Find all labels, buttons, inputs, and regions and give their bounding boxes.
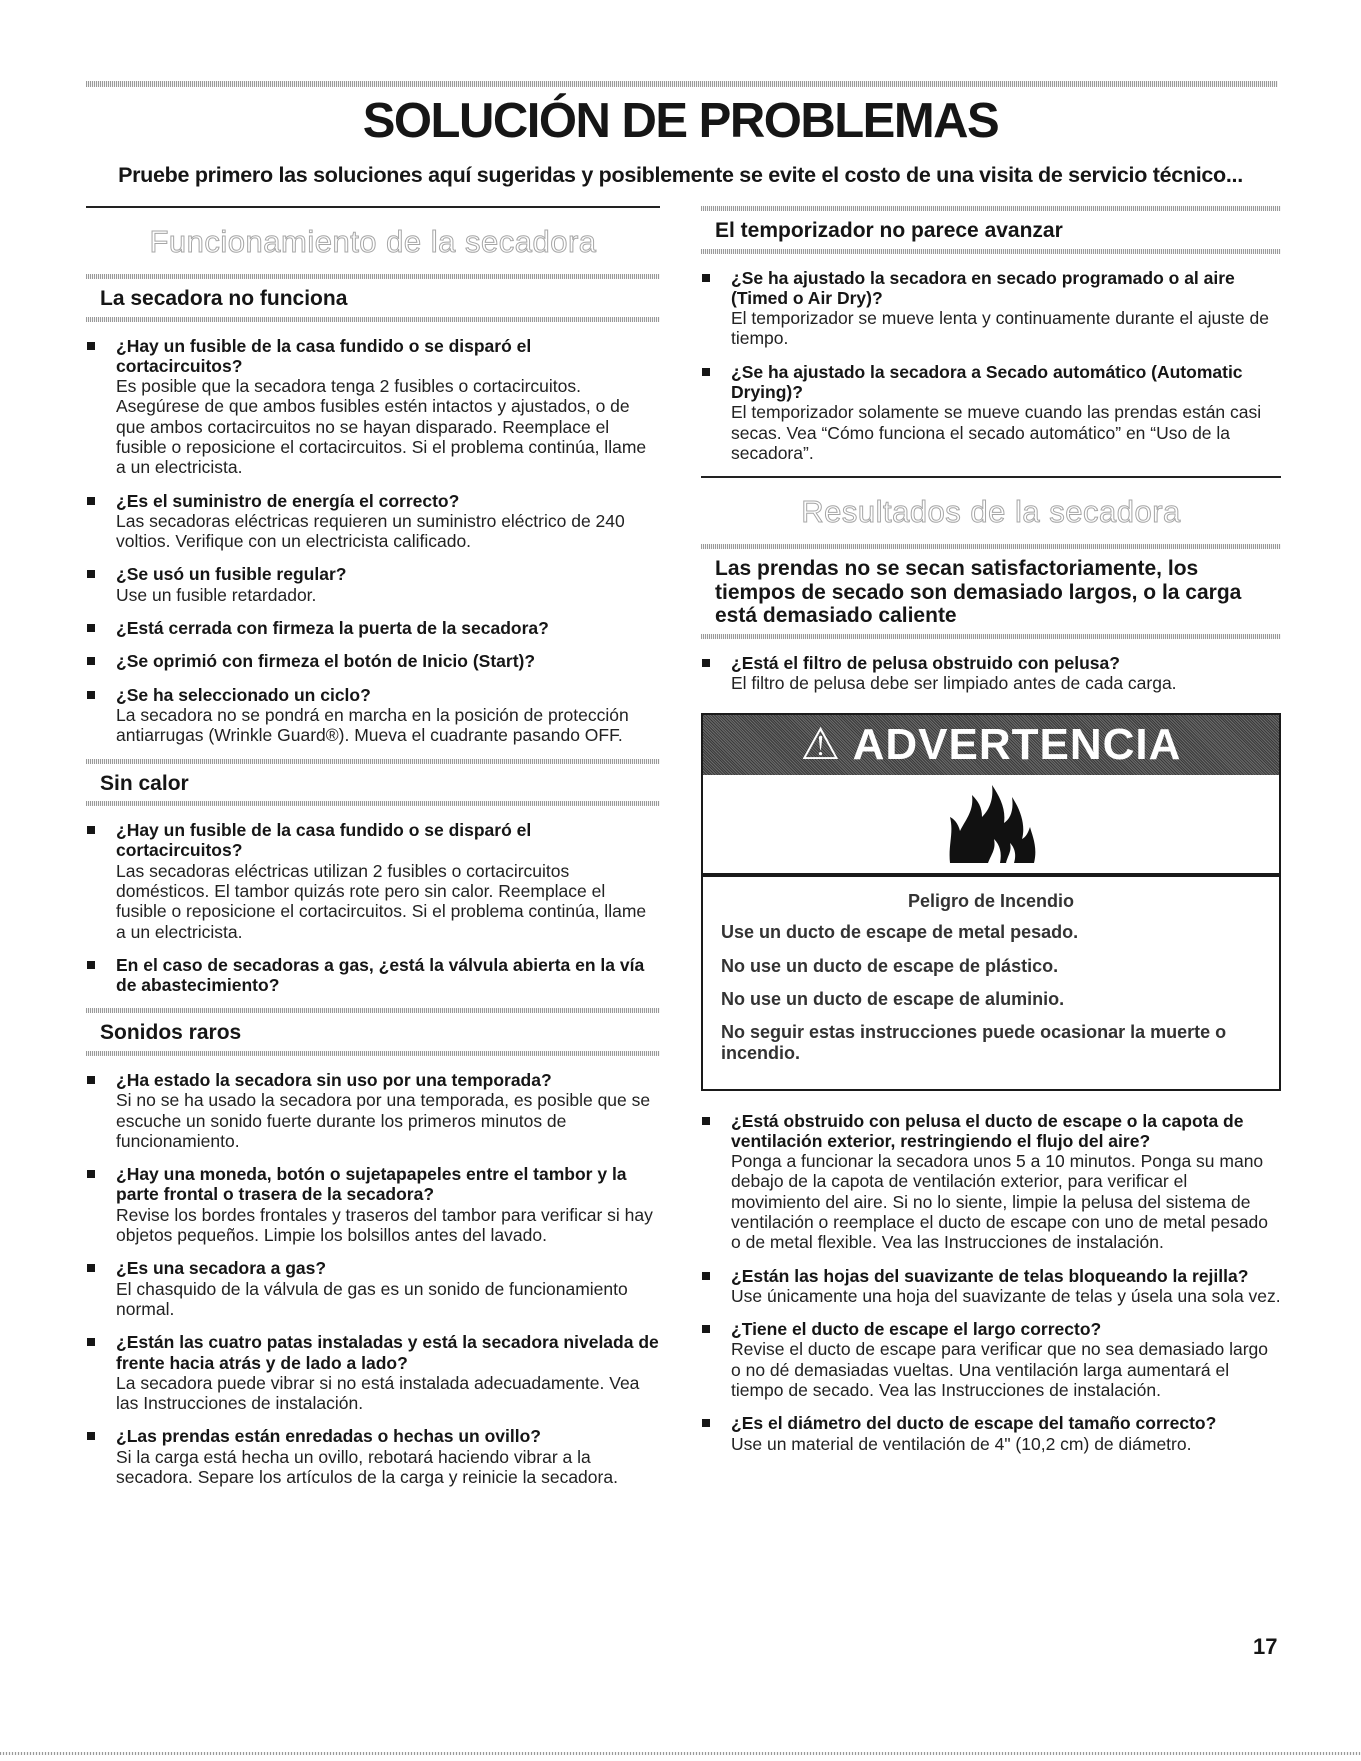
warning-box bbox=[701, 713, 1281, 1090]
fire-symbol-area bbox=[703, 775, 1279, 877]
item-question: ¿Se ha ajustado la secadora en secado programado o al aire (Timed o Air Dry)? bbox=[731, 267, 1235, 308]
left-column bbox=[86, 206, 660, 1500]
list-item bbox=[86, 564, 660, 605]
list-item bbox=[701, 1413, 1281, 1454]
item-answer: Revise el ducto de escape para verificar que no sea demasiado largo o no dé demasiadas vueltas. Una ventilación larga aumentará el tiempo de secado. Vea las Instrucciones de instalación. bbox=[731, 1339, 1268, 1401]
item-answer: Si la carga está hecha un ovillo, rebotará haciendo vibrar a la secadora. Separe los artículos de la carga y reinicie la secadora. bbox=[116, 1446, 618, 1488]
item-answer: Revise los bordes frontales y traseros del tambor para verificar si hay objetos pequeños. Limpie los bolsillos antes del lavado. bbox=[116, 1204, 653, 1246]
warning-line: Use un ducto de escape de metal pesado. bbox=[721, 922, 1079, 943]
list-item bbox=[86, 820, 660, 942]
problem-heading: La secadora no funciona bbox=[100, 287, 348, 310]
item-question: ¿Las prendas están enredadas o hechas un ovillo? bbox=[116, 1426, 541, 1447]
warning-line: No use un ducto de escape de plástico. bbox=[721, 955, 1059, 976]
item-question: ¿Es el diámetro del ducto de escape del tamaño correcto? bbox=[731, 1413, 1217, 1434]
item-answer: El temporizador se mueve lenta y continuamente durante el ajuste de tiempo. bbox=[731, 308, 1269, 349]
list-item bbox=[86, 336, 660, 478]
list-item bbox=[701, 1266, 1281, 1307]
problem-heading: El temporizador no parece avanzar bbox=[715, 219, 1063, 242]
warning-title: Peligro de Incendio bbox=[907, 891, 1075, 912]
item-answer: El chasquido de la válvula de gas es un sonido de funcionamiento normal. bbox=[116, 1278, 628, 1319]
warning-line: No seguir estas instrucciones puede ocasionar la muerte o incendio. bbox=[721, 1022, 1227, 1064]
warning-body bbox=[703, 775, 1279, 1088]
item-question: ¿Se oprimió con firmeza el botón de Inicio (Start)? bbox=[116, 651, 536, 672]
item-question: ¿Están las hojas del suavizante de telas bloqueando la rejilla? bbox=[731, 1265, 1249, 1286]
item-question: ¿Está obstruido con pelusa el ducto de escape o la capota de ventilación exterior, restringiendo el flujo del aire? bbox=[731, 1110, 1244, 1151]
item-answer: Use únicamente una hoja del suavizante de telas y úsela una sola vez. bbox=[731, 1285, 1281, 1306]
item-question: ¿Están las cuatro patas instaladas y está la secadora nivelada de frente hacia atrás y de lado a lado? bbox=[116, 1332, 659, 1373]
list-item bbox=[701, 1319, 1281, 1400]
category-heading-results: Resultados de la secadora bbox=[801, 494, 1181, 530]
problem-heading: Sonidos raros bbox=[100, 1021, 242, 1045]
item-answer: Las secadoras eléctricas utilizan 2 fusibles o cortacircuitos domésticos. El tambor quizás rote pero sin calor. Reemplace el fusible o reposicione el cortacircuitos. Si el problema continúa, llame a un electricista. bbox=[116, 860, 647, 942]
section-rule bbox=[86, 317, 660, 322]
right-column bbox=[701, 206, 1281, 1467]
item-question: ¿Está cerrada con firmeza la puerta de la secadora? bbox=[116, 618, 549, 639]
item-answer: Use un material de ventilación de 4" (10,2 cm) de diámetro. bbox=[731, 1433, 1192, 1454]
list-item bbox=[86, 1426, 660, 1487]
item-question: ¿Hay una moneda, botón o sujetapapeles entre el tambor y la parte frontal o trasera de la secadora? bbox=[116, 1164, 627, 1205]
item-answer: Si no se ha usado la secadora por una temporada, es posible que se escuche un sonido fuerte durante los primeros minutos de funcionamiento. bbox=[116, 1090, 651, 1151]
problem-heading: Sin calor bbox=[100, 771, 189, 795]
item-question: ¿Es el suministro de energía el correcto? bbox=[116, 490, 460, 511]
list-item bbox=[86, 618, 660, 638]
page-number: 17 bbox=[1253, 1634, 1278, 1659]
item-list bbox=[86, 820, 660, 995]
list-item bbox=[86, 685, 660, 746]
item-question: ¿Hay un fusible de la casa fundido o se disparó el cortacircuitos? bbox=[116, 820, 532, 861]
item-question: ¿Se usó un fusible regular? bbox=[116, 564, 347, 585]
item-answer: Use un fusible retardador. bbox=[116, 584, 317, 605]
warning-line: No use un ducto de escape de aluminio. bbox=[721, 988, 1065, 1009]
item-answer: La secadora puede vibrar si no está instalada adecuadamente. Vea las Instrucciones de instalación. bbox=[116, 1372, 640, 1414]
list-item bbox=[86, 651, 660, 671]
item-question: ¿Se ha seleccionado un ciclo? bbox=[116, 684, 371, 705]
item-question: ¿Ha estado la secadora sin uso por una temporada? bbox=[116, 1069, 552, 1090]
item-list bbox=[86, 1070, 660, 1487]
list-item bbox=[701, 362, 1281, 463]
section-rule bbox=[701, 634, 1281, 639]
item-answer: El temporizador solamente se mueve cuando las prendas están casi secas. Vea “Cómo funciona el secado automático” en “Uso de la secadora”. bbox=[731, 402, 1262, 463]
warning-triangle-icon: ⚠ bbox=[800, 720, 842, 770]
list-item bbox=[701, 653, 1281, 694]
list-item bbox=[86, 1332, 660, 1413]
item-question: En el caso de secadoras a gas, ¿está la válvula abierta en la vía de abastecimiento? bbox=[116, 954, 645, 996]
list-item bbox=[701, 1111, 1281, 1253]
section-rule bbox=[701, 249, 1281, 254]
item-question: ¿Tiene el ducto de escape el largo correcto? bbox=[731, 1319, 1102, 1340]
category-top-rule bbox=[701, 476, 1281, 478]
list-item bbox=[86, 955, 660, 996]
bottom-dotted-rule bbox=[0, 1752, 1361, 1755]
section-rule bbox=[86, 1051, 660, 1056]
list-item bbox=[86, 1164, 660, 1245]
warning-header bbox=[703, 715, 1279, 775]
item-list bbox=[86, 336, 660, 746]
item-list bbox=[701, 268, 1281, 464]
page-subtitle: Pruebe primero las soluciones aquí sugeridas y posiblemente se evite el costo de una visita de servicio técnico... bbox=[118, 163, 1243, 187]
warning-header-label: ADVERTENCIA bbox=[852, 720, 1182, 770]
list-item bbox=[701, 268, 1281, 349]
item-question: ¿Hay un fusible de la casa fundido o se disparó el cortacircuitos? bbox=[116, 335, 532, 376]
item-answer: El filtro de pelusa debe ser limpiado antes de cada carga. bbox=[731, 673, 1177, 694]
list-item bbox=[86, 1070, 660, 1151]
item-question: ¿Es una secadora a gas? bbox=[116, 1258, 327, 1279]
item-question: ¿Se ha ajustado la secadora a Secado automático (Automatic Drying)? bbox=[731, 361, 1243, 402]
fire-icon bbox=[948, 783, 1038, 865]
warning-text bbox=[703, 877, 1279, 1088]
list-item bbox=[86, 1258, 660, 1319]
category-heading-operation: Funcionamiento de la secadora bbox=[149, 224, 597, 259]
problem-heading: Las prendas no se secan satisfactoriamente, los tiempos de secado son demasiado largos, o la carga está demasiado caliente bbox=[715, 557, 1242, 628]
item-list bbox=[701, 653, 1281, 694]
item-list bbox=[701, 1111, 1281, 1454]
top-dotted-rule bbox=[86, 81, 1278, 87]
list-item bbox=[86, 491, 660, 552]
section-rule bbox=[86, 801, 660, 806]
column-top-rule bbox=[86, 206, 660, 208]
item-answer: Ponga a funcionar la secadora unos 5 a 10 minutos. Ponga su mano debajo de la capota de ventilación exterior, para verificar el movimiento del aire. Si no lo siente, limpie la pelusa del sistema de ventilación o reemplace el ducto de escape con uno de metal pesado o de metal flexible. Vea las Instrucciones de instalación. bbox=[731, 1151, 1269, 1253]
item-answer: La secadora no se pondrá en marcha en la posición de protección antiarrugas (Wrinkle Guard®). Mueva el cuadrante pasando OFF. bbox=[116, 704, 629, 746]
item-answer: Las secadoras eléctricas requieren un suministro eléctrico de 240 voltios. Verifique con un electricista calificado. bbox=[116, 510, 625, 552]
item-question: ¿Está el filtro de pelusa obstruido con pelusa? bbox=[731, 652, 1120, 673]
item-answer: Es posible que la secadora tenga 2 fusibles o cortacircuitos. Asegúrese de que ambos fusibles estén intactos y ajustados, o de que ambos cortacircuitos no se hayan disparado. Reemplace el fusible o reposicione el cortacircuitos. Si el problema continúa, llame a un electricista. bbox=[116, 376, 647, 478]
page-title: SOLUCIÓN DE PROBLEMAS bbox=[362, 94, 999, 148]
